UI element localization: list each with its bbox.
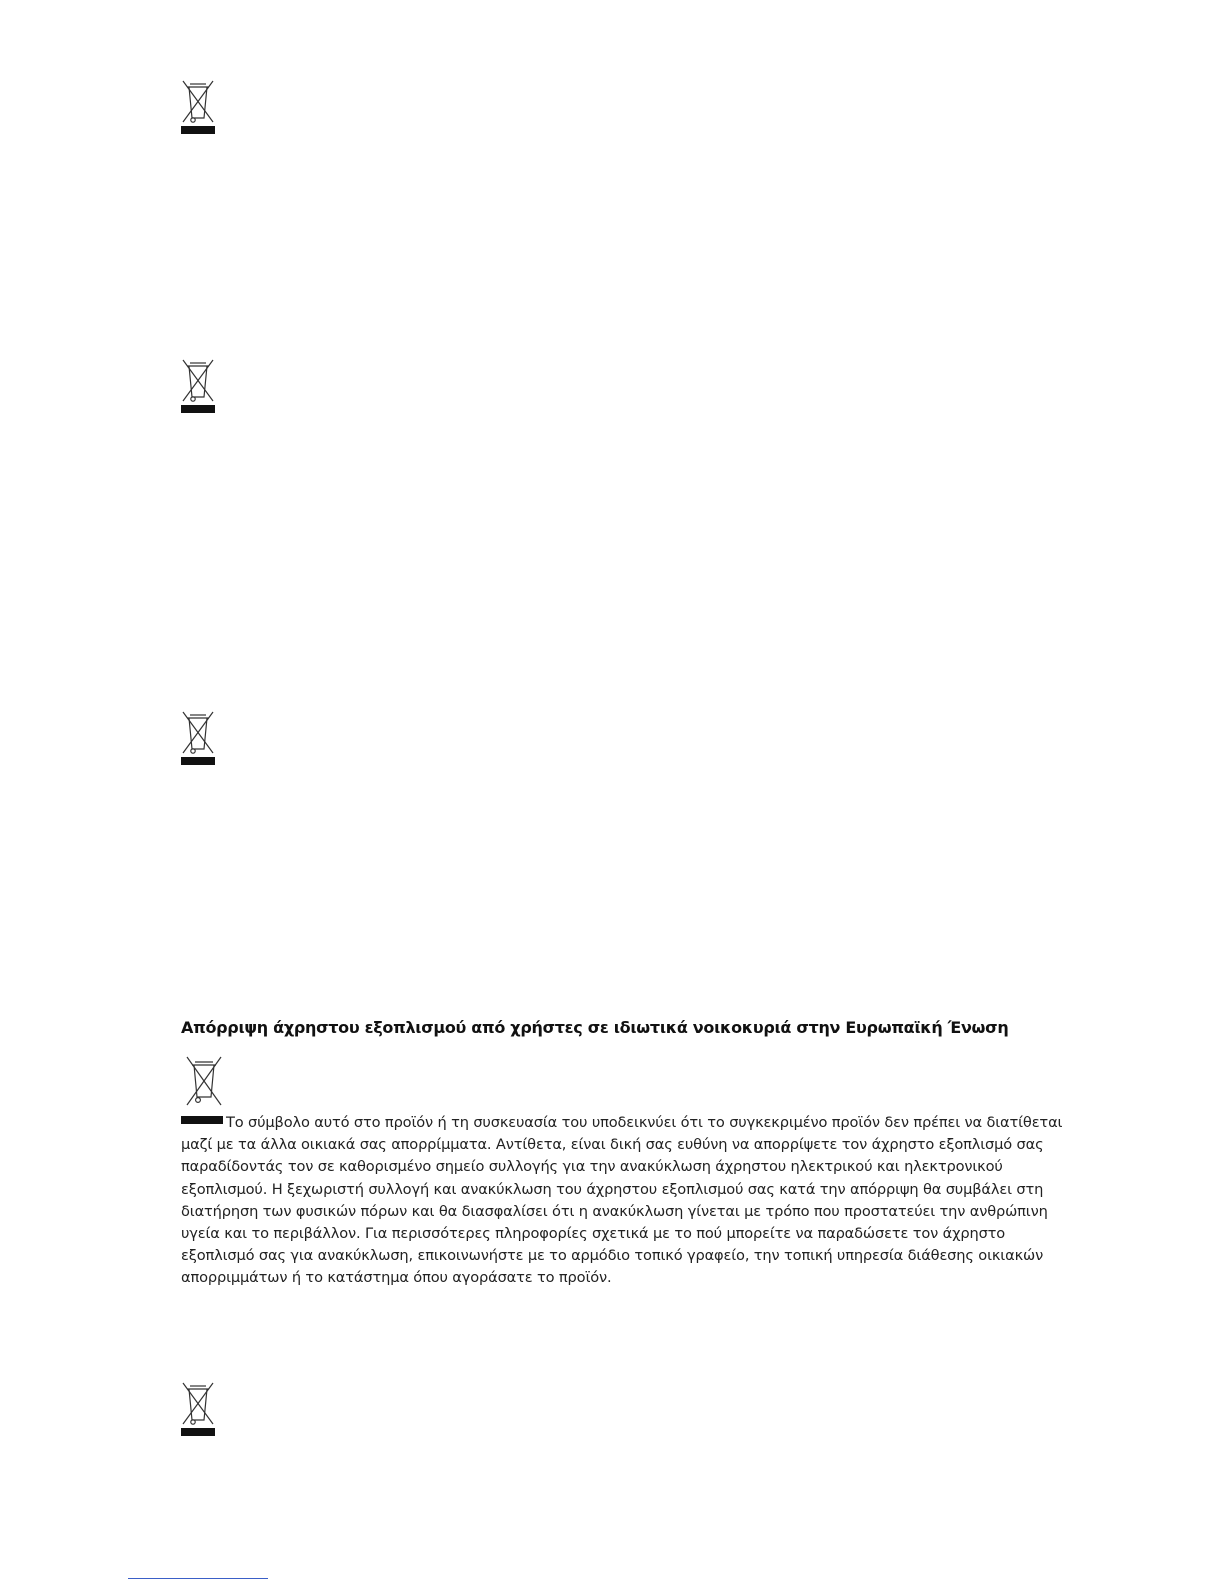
weee-bar-icon xyxy=(181,1116,223,1124)
crossed-out-wheelie-bin-icon xyxy=(178,74,218,136)
section-body xyxy=(181,1112,1081,1290)
crossed-out-wheelie-bin-icon xyxy=(182,1053,222,1109)
section-heading: Απόρριψη άχρηστου εξοπλισμού από χρήστες σε ιδιωτικά νοικοκυριά στην Ευρωπαϊκή Ένωση xyxy=(181,1018,1009,1037)
footer-divider xyxy=(128,1578,268,1579)
crossed-out-wheelie-bin-icon xyxy=(178,1376,218,1438)
crossed-out-wheelie-bin-icon xyxy=(178,353,218,415)
crossed-out-wheelie-bin-icon xyxy=(178,705,218,767)
section-body-text: Το σύμβολο αυτό στο προϊόν ή τη συσκευασία του υποδεικνύει ότι το συγκεκριμένο προϊόν δεν πρέπει να διατίθεται μαζί με τα άλλα οικιακά σας απορρίμματα. Αντίθετα, είναι δική σας ευθύνη να απορρίψετε τον άχρηστο εξοπλισμό σας παραδίδοντάς τον σε καθορισμένο σημείο συλλογής για την ανακύκλωση άχρηστου ηλεκτρικού και ηλεκτρονικού εξοπλισμού. Η ξεχωριστή συλλογή και ανακύκλωση του άχρηστου εξοπλισμού σας κατά την απόρριψη θα συμβάλει στη διατήρηση των φυσικών πόρων και θα διασφαλίσει ότι η ανακύκλωση γίνεται με τρόπο που προστατεύει την ανθρώπινη υγεία και το περιβάλλον. Για περισσότερες πληροφορίες σχετικά με το πού μπορείτε να παραδώσετε τον άχρηστο εξοπλισμό σας για ανακύκλωση, επικοινωνήστε με το αρμόδιο τοπικό γραφείο, την τοπική υπηρεσία διάθεσης οικιακών απορριμμάτων ή το κατάστημα όπου αγοράσατε το προϊόν. xyxy=(181,1114,1063,1287)
